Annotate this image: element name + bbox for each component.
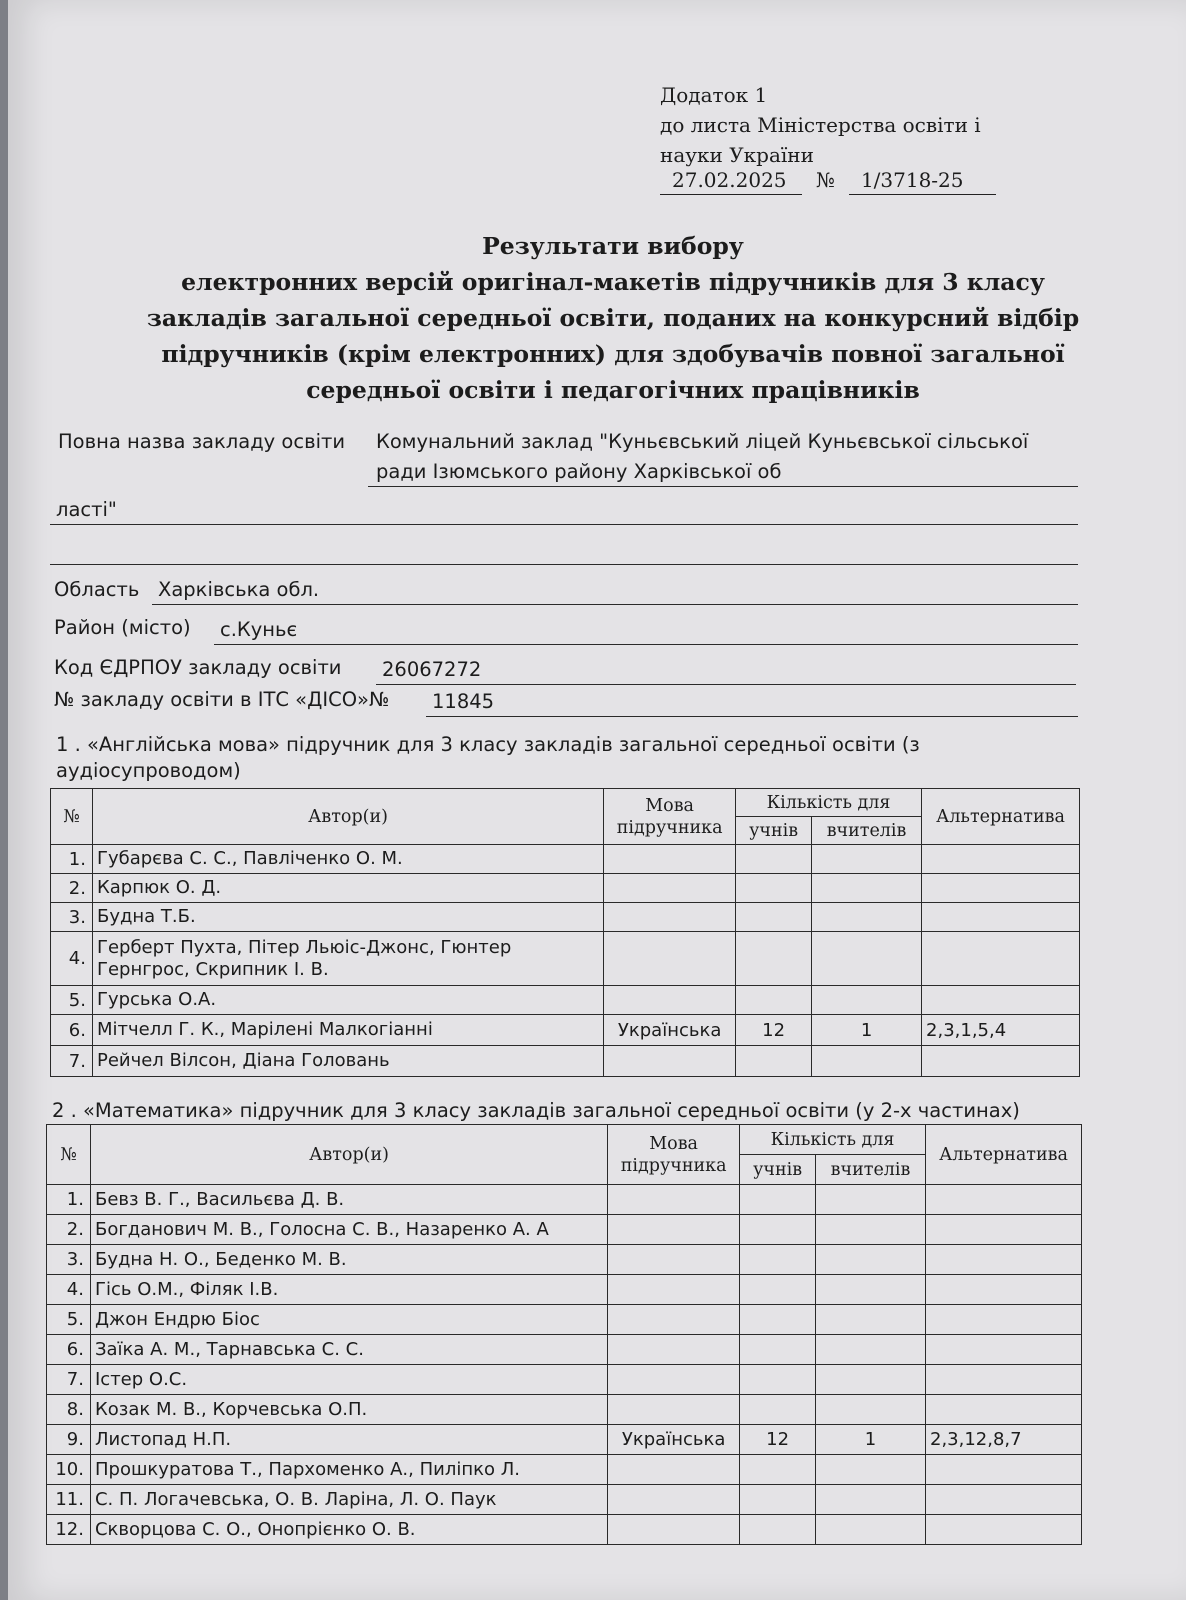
row-students <box>736 1046 812 1077</box>
table-row <box>47 1215 1082 1245</box>
underline <box>214 644 1078 645</box>
edrpou-value: 26067272 <box>382 658 482 681</box>
row-num: 9. <box>47 1425 91 1455</box>
row-alternative <box>922 874 1080 903</box>
row-num: 4. <box>47 1275 91 1305</box>
institution-name-value-3: ласті" <box>56 498 117 521</box>
row-author: Козак М. В., Корчевська О.П. <box>90 1395 607 1425</box>
row-teachers <box>816 1335 926 1365</box>
row-language <box>608 1395 740 1425</box>
row-teachers <box>812 874 922 903</box>
row-teachers <box>812 1046 922 1077</box>
table-row <box>47 1275 1082 1305</box>
row-author: С. П. Логачевська, О. В. Ларіна, Л. О. Паук <box>90 1485 607 1515</box>
table-row <box>47 1515 1082 1545</box>
annex-line-3: науки України <box>660 143 814 167</box>
header-quantity: Кількість для <box>740 1125 926 1155</box>
row-language <box>608 1335 740 1365</box>
row-teachers <box>816 1245 926 1275</box>
itc-label: № закладу освіти в ІТС «ДІСО»№ <box>54 688 390 711</box>
row-alternative: 2,3,1,5,4 <box>922 1015 1080 1046</box>
row-num: 5. <box>47 1305 91 1335</box>
row-num: 12. <box>47 1515 91 1545</box>
row-alternative <box>926 1365 1082 1395</box>
underline <box>376 684 1076 685</box>
header-students: учнів <box>740 1155 816 1185</box>
row-alternative <box>922 1046 1080 1077</box>
row-students <box>740 1245 816 1275</box>
row-alternative <box>926 1215 1082 1245</box>
row-num: 3. <box>47 1245 91 1275</box>
section-1-heading-line-2: аудіосупроводом) <box>56 759 241 782</box>
section-2-heading <box>52 1098 1020 1124</box>
row-teachers <box>816 1215 926 1245</box>
row-language <box>604 986 736 1015</box>
row-students <box>740 1275 816 1305</box>
math-table <box>46 1124 1082 1545</box>
row-author: Заїка А. М., Тарнавська С. С. <box>90 1335 607 1365</box>
row-language <box>604 1046 736 1077</box>
row-language: Українська <box>604 1015 736 1046</box>
underline <box>152 604 1078 605</box>
row-num: 10. <box>47 1455 91 1485</box>
row-teachers <box>816 1305 926 1335</box>
row-alternative <box>926 1455 1082 1485</box>
row-language: Українська <box>608 1425 740 1455</box>
itc-value: 11845 <box>432 690 495 713</box>
row-alternative <box>926 1485 1082 1515</box>
row-students <box>740 1335 816 1365</box>
row-teachers <box>816 1455 926 1485</box>
row-alternative: 2,3,12,8,7 <box>926 1425 1082 1455</box>
row-students <box>740 1515 816 1545</box>
row-language <box>608 1245 740 1275</box>
row-teachers <box>816 1395 926 1425</box>
row-teachers <box>812 903 922 932</box>
table-row <box>47 1455 1082 1485</box>
row-num: 4. <box>51 932 93 986</box>
row-num: 2. <box>47 1215 91 1245</box>
row-students: 12 <box>736 1015 812 1046</box>
row-language <box>604 845 736 874</box>
table-row <box>51 874 1080 903</box>
row-language <box>604 903 736 932</box>
table-row <box>51 1015 1080 1046</box>
title-line-4: підручників (крім електронних) для здобувачів повної загальної <box>161 340 1065 368</box>
row-students <box>740 1365 816 1395</box>
title-line-2: електронних версій оригінал-макетів підручників для 3 класу <box>181 268 1045 296</box>
region-value: Харківська обл. <box>158 578 320 601</box>
row-num: 7. <box>47 1365 91 1395</box>
row-language <box>608 1515 740 1545</box>
header-alternative: Альтернатива <box>926 1125 1082 1185</box>
row-alternative <box>922 986 1080 1015</box>
row-students <box>736 845 812 874</box>
annex-block <box>660 80 981 170</box>
table-row <box>51 845 1080 874</box>
row-teachers <box>816 1515 926 1545</box>
header-alternative: Альтернатива <box>922 789 1080 845</box>
table-row <box>47 1485 1082 1515</box>
edrpou-label: Код ЄДРПОУ закладу освіти <box>54 656 342 679</box>
row-author: Бевз В. Г., Васильєва Д. В. <box>90 1185 607 1215</box>
row-author: Гурська О.А. <box>92 986 603 1015</box>
district-label: Район (місто) <box>54 616 191 639</box>
row-teachers <box>816 1185 926 1215</box>
document-page <box>8 0 1186 1600</box>
region-label: Область <box>54 578 140 601</box>
header-language: Мова підручника <box>608 1125 740 1185</box>
row-students: 12 <box>740 1425 816 1455</box>
row-language <box>608 1455 740 1485</box>
row-alternative <box>926 1335 1082 1365</box>
row-alternative <box>926 1275 1082 1305</box>
row-students <box>740 1485 816 1515</box>
row-language <box>608 1275 740 1305</box>
table-row <box>47 1425 1082 1455</box>
row-alternative <box>926 1395 1082 1425</box>
row-language <box>608 1305 740 1335</box>
header-author: Автор(и) <box>92 789 603 845</box>
row-students <box>740 1215 816 1245</box>
underline <box>426 716 1078 717</box>
institution-name-value-1: Комунальний заклад "Куньєвський ліцей Куньєвської сільської <box>376 430 1029 453</box>
row-author: Істер О.С. <box>90 1365 607 1395</box>
row-num: 1. <box>51 845 93 874</box>
row-author: Гісь О.М., Філяк І.В. <box>90 1275 607 1305</box>
row-students <box>736 903 812 932</box>
row-students <box>736 874 812 903</box>
district-value: с.Куньє <box>220 618 298 641</box>
row-teachers <box>812 932 922 986</box>
section-1-heading <box>56 732 920 784</box>
row-author: Будна Т.Б. <box>92 903 603 932</box>
row-teachers <box>816 1485 926 1515</box>
title-line-5: середньої освіти і педагогічних працівників <box>306 376 920 404</box>
row-alternative <box>922 932 1080 986</box>
header-language: Мова підручника <box>604 789 736 845</box>
row-num: 3. <box>51 903 93 932</box>
row-language <box>604 874 736 903</box>
english-table <box>50 788 1080 1077</box>
annex-reference <box>660 168 996 195</box>
row-students <box>736 986 812 1015</box>
row-author: Мітчелл Г. К., Марілені Малкогіанні <box>92 1015 603 1046</box>
table-row <box>51 903 1080 932</box>
row-author: Губарєва С. С., Павліченко О. М. <box>92 845 603 874</box>
table-row <box>47 1305 1082 1335</box>
row-alternative <box>926 1305 1082 1335</box>
table-row <box>47 1335 1082 1365</box>
header-students: учнів <box>736 817 812 845</box>
underline <box>368 486 1078 487</box>
row-alternative <box>922 845 1080 874</box>
row-num: 6. <box>51 1015 93 1046</box>
title-line-1: Результати вибору <box>482 232 744 260</box>
institution-name-label: Повна назва закладу освіти <box>58 430 346 453</box>
annex-line-1: Додаток 1 <box>660 83 768 107</box>
row-students <box>740 1185 816 1215</box>
row-alternative <box>926 1515 1082 1545</box>
row-num: 1. <box>47 1185 91 1215</box>
row-author: Прошкуратова Т., Пархоменко А., Пиліпко Л. <box>90 1455 607 1485</box>
row-teachers <box>812 845 922 874</box>
row-num: 5. <box>51 986 93 1015</box>
header-num: № <box>47 1125 91 1185</box>
row-students <box>740 1305 816 1335</box>
section-1-heading-line-1: 1 . «Англійська мова» підручник для 3 класу закладів загальної середньої освіти (з <box>56 733 920 756</box>
row-author: Герберт Пухта, Пітер Льюіс-Джонс, Гюнтер Гернгрос, Скрипник І. В. <box>92 932 603 986</box>
header-author: Автор(и) <box>90 1125 607 1185</box>
row-students <box>740 1395 816 1425</box>
table-row <box>47 1185 1082 1215</box>
header-quantity: Кількість для <box>736 789 922 817</box>
row-teachers <box>816 1275 926 1305</box>
section-2-heading-line-1: 2 . «Математика» підручник для 3 класу закладів загальної середньої освіти (у 2-х частинах) <box>52 1099 1020 1122</box>
row-num: 2. <box>51 874 93 903</box>
row-teachers <box>816 1365 926 1395</box>
row-alternative <box>926 1185 1082 1215</box>
header-num: № <box>51 789 93 845</box>
row-num: 6. <box>47 1335 91 1365</box>
annex-line-2: до листа Міністерства освіти і <box>660 113 981 137</box>
document-title <box>58 228 1168 408</box>
row-language <box>608 1485 740 1515</box>
row-author: Листопад Н.П. <box>90 1425 607 1455</box>
institution-name-value-2: ради Ізюмського району Харківської об <box>376 460 782 483</box>
row-students <box>740 1455 816 1485</box>
row-num: 11. <box>47 1485 91 1515</box>
table-row <box>47 1245 1082 1275</box>
row-author: Скворцова С. О., Онопрієнко О. В. <box>90 1515 607 1545</box>
row-num: 7. <box>51 1046 93 1077</box>
table-row <box>47 1395 1082 1425</box>
row-language <box>608 1215 740 1245</box>
row-num: 8. <box>47 1395 91 1425</box>
header-teachers: вчителів <box>812 817 922 845</box>
row-language <box>604 932 736 986</box>
underline <box>50 524 1078 525</box>
annex-date: 27.02.2025 <box>660 168 802 195</box>
table-row <box>51 932 1080 986</box>
row-language <box>608 1185 740 1215</box>
row-language <box>608 1365 740 1395</box>
row-author: Рейчел Вілсон, Діана Головань <box>92 1046 603 1077</box>
row-author: Богданович М. В., Голосна С. В., Назаренко А. А <box>90 1215 607 1245</box>
number-sign: № <box>816 168 835 192</box>
row-author: Карпюк О. Д. <box>92 874 603 903</box>
row-teachers: 1 <box>812 1015 922 1046</box>
row-alternative <box>922 903 1080 932</box>
row-teachers: 1 <box>816 1425 926 1455</box>
row-author: Будна Н. О., Беденко М. В. <box>90 1245 607 1275</box>
row-students <box>736 932 812 986</box>
title-line-3: закладів загальної середньої освіти, поданих на конкурсний відбір <box>146 304 1080 332</box>
header-teachers: вчителів <box>816 1155 926 1185</box>
table-row <box>47 1365 1082 1395</box>
underline <box>50 564 1078 565</box>
row-teachers <box>812 986 922 1015</box>
annex-number: 1/3718-25 <box>849 168 996 195</box>
row-alternative <box>926 1245 1082 1275</box>
row-author: Джон Ендрю Біос <box>90 1305 607 1335</box>
table-row <box>51 1046 1080 1077</box>
table-row <box>51 986 1080 1015</box>
